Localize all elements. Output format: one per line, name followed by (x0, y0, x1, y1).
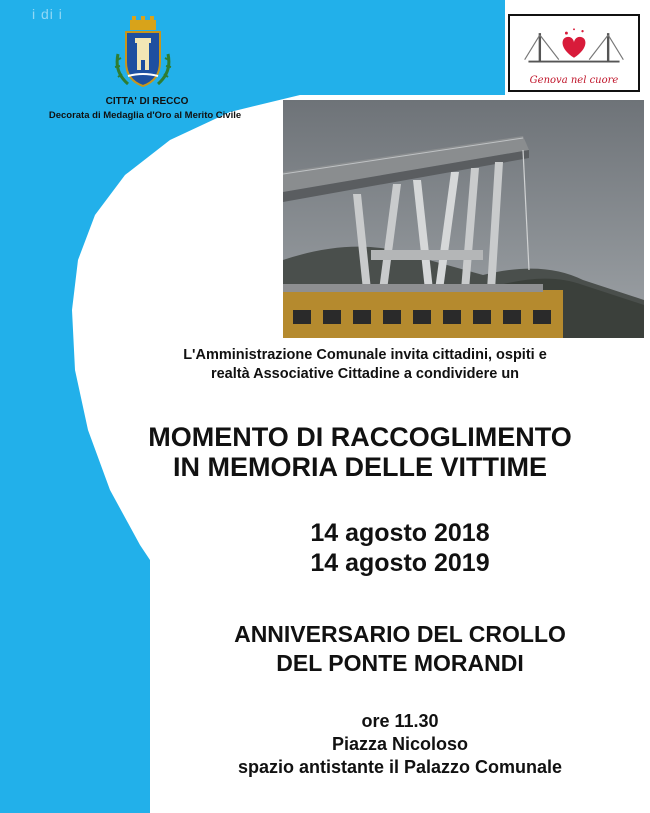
headline-line-1: MOMENTO DI RACCOGLIMENTO (148, 422, 572, 452)
event-details (150, 710, 650, 779)
event-location: spazio antistante il Palazzo Comunale (237, 757, 563, 777)
event-time: ore 11.30 (361, 711, 439, 731)
invitation-text (95, 346, 635, 384)
city-name: CITTA' DI RECCO (105, 96, 189, 107)
date-2019: 14 agosto 2019 (310, 549, 490, 577)
invitation-line-1: L'Amministrazione Comunale invita cittadini, ospiti e (183, 347, 547, 363)
date-2018: 14 agosto 2018 (310, 519, 490, 547)
city-subtitle: Decorata di Medaglia d'Oro al Merito Civile (48, 110, 242, 121)
event-dates (150, 518, 650, 578)
city-crest-icon (112, 14, 174, 92)
headline-line-2: IN MEMORIA DELLE VITTIME (173, 452, 547, 482)
anniversary-title (150, 620, 650, 678)
corner-mark: i di i (32, 6, 63, 22)
headline (70, 422, 650, 482)
genova-nel-cuore-logo (508, 14, 640, 92)
anniversary-line-2: DEL PONTE MORANDI (276, 650, 524, 676)
logo-text: Genova nel cuore (529, 75, 619, 86)
anniversary-line-1: ANNIVERSARIO DEL CROLLO (234, 621, 566, 647)
invitation-line-2: realtà Associative Cittadine a condividere un (210, 366, 520, 382)
collapsed-bridge-photo (283, 100, 644, 338)
event-place: Piazza Nicoloso (331, 734, 469, 754)
